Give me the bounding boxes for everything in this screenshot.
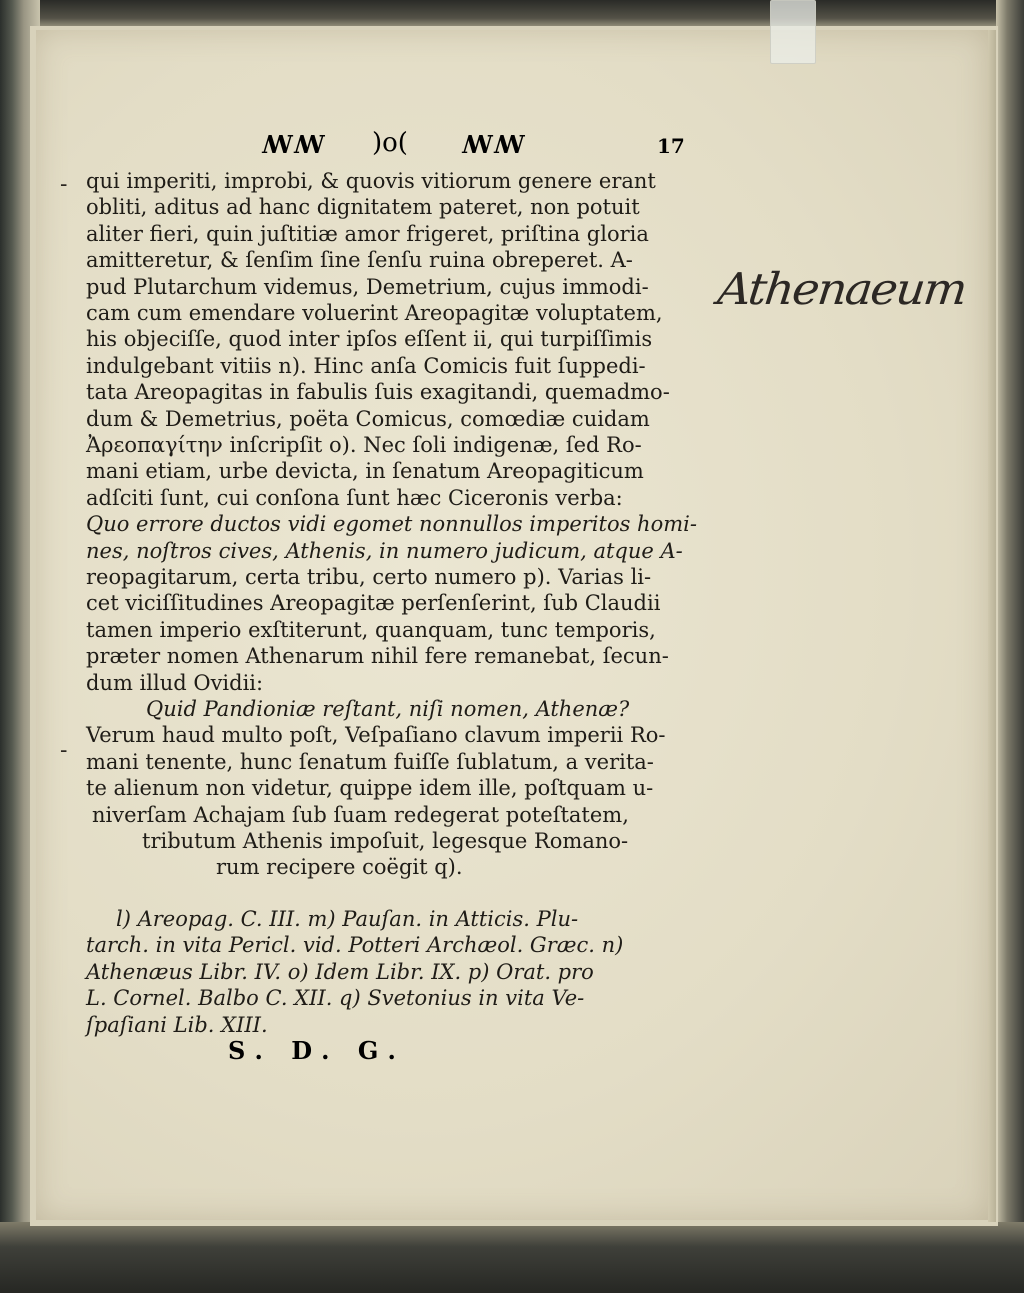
body-line: indulgebant vitiis n). Hinc anſa Comicis fuit ſuppedi- [86, 353, 646, 378]
body-line: reopagitarum, certa tribu, certo numero p). Varias li- [86, 565, 652, 589]
header-ornament-right: ꟿꟿ [462, 130, 526, 159]
body-line: qui imperiti, improbi, & quovis vitiorum genere erant [86, 169, 656, 193]
footnote-line: l) Areopag. C. III. m) Pauſan. in Atticis. Plu- [116, 907, 579, 931]
header-ornament-left: ꟿꟿ [262, 130, 326, 159]
book-cover-bottom [0, 1222, 1024, 1293]
body-line: rum recipere coëgit q). [216, 855, 463, 880]
margin-dash-mark: - [60, 172, 68, 197]
footnote-line: ſpaſiani Lib. XIII. [86, 1012, 268, 1037]
body-line: præter nomen Athenarum nihil fere remanebat, ſecun- [86, 644, 669, 669]
header-center-ornament: )o( [372, 128, 408, 158]
body-line: amitteretur, & ſenſim ſine ſenſu ruina obreperet. A- [86, 248, 633, 273]
body-line: cam cum emendare voluerint Areopagitæ voluptatem, [86, 301, 663, 325]
page-number: 17 [657, 134, 685, 158]
handwritten-margin-note [715, 262, 969, 322]
tape-strip [770, 0, 816, 64]
body-line: obliti, aditus ad hanc dignitatem pateret, non potuit [86, 195, 640, 220]
closing-signature: S. D. G. [228, 1036, 406, 1065]
body-line: adſciti ſunt, cui conſona ſunt hæc Ciceronis verba: [86, 485, 623, 510]
body-line: Quo errore ductos vidi egomet nonnullos imperitos homi- [86, 512, 697, 537]
body-line: cet viciſſitudines Areopagitæ perſenſerint, ſub Claudii [86, 591, 661, 616]
body-line: nes, noſtros cives, Athenis, in numero judicum, atque A- [86, 538, 683, 563]
body-line: his objeciſſe, quod inter ipſos eſſent ii, qui turpiſſimis [86, 327, 653, 352]
page-edge [988, 30, 996, 1222]
body-line: tamen imperio exſtiterunt, quanquam, tunc temporis, [86, 617, 656, 642]
body-line: niverſam Achajam ſub ſuam redegerat poteſtatem, [92, 802, 629, 827]
running-header [262, 128, 685, 164]
body-line: dum & Demetrius, poëta Comicus, comœdiæ cuidam [86, 406, 650, 431]
body-line: dum illud Ovidii: [86, 670, 264, 695]
footnote-line: tarch. in vita Pericl. vid. Potteri Archæol. Græc. n) [86, 933, 624, 958]
book-cover-right [996, 0, 1024, 1293]
body-line: Ἀρεοπαγίτην inſcripſit o). Nec ſoli indigenæ, ſed Ro- [86, 433, 642, 457]
margin-dash-mark: - [60, 738, 68, 763]
book-cover-top [0, 0, 1024, 26]
body-line: tributum Athenis impoſuit, legesque Romano- [142, 829, 629, 853]
body-line: Verum haud multo poſt, Veſpaſiano clavum imperii Ro- [86, 723, 666, 748]
footnote-line: L. Cornel. Balbo C. XII. q) Svetonius in vita Ve- [86, 986, 585, 1011]
footnote-line: Athenæus Libr. IV. o) Idem Libr. IX. p) Orat. pro [86, 959, 594, 984]
body-line: Quid Pandioniæ reſtant, niſi nomen, Athenæ? [146, 697, 630, 721]
body-line: pud Plutarchum videmus, Demetrium, cujus immodi- [86, 274, 649, 299]
body-line: tata Areopagitas in fabulis ſuis exagitandi, quemadmo- [86, 380, 670, 405]
body-line: mani tenente, hunc ſenatum fuiſſe ſublatum, a verita- [86, 749, 654, 774]
body-line: mani etiam, urbe devicta, in ſenatum Areopagiticum [86, 459, 644, 484]
margin-annotation-text: Athenaeum [715, 263, 969, 315]
body-line: aliter fieri, quin juſtitiæ amor frigeret, priſtina gloria [86, 221, 649, 246]
body-line: te alienum non videtur, quippe idem ille, poſtquam u- [86, 776, 654, 801]
